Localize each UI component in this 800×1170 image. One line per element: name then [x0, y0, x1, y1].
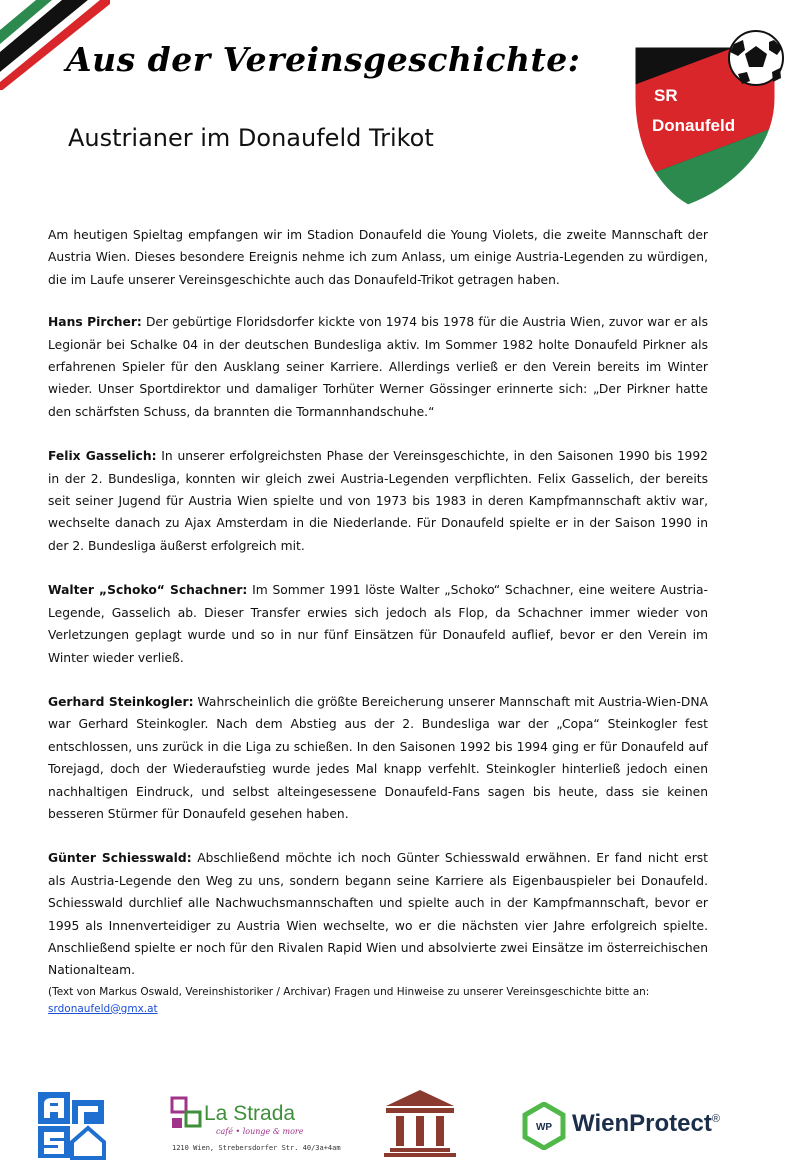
section-heading: Walter „Schoko“ Schachner:	[48, 583, 248, 598]
section-pircher	[48, 311, 708, 423]
lastrada-icon	[170, 1096, 204, 1136]
page-subtitle: Austrianer im Donaufeld Trikot	[68, 124, 434, 152]
section-steinkogler	[48, 691, 708, 825]
wienprotect-badge: WP	[535, 1122, 553, 1133]
section-text: Abschließend möchte ich noch Günter Schiesswald erwähnen. Er fand nicht erst als Austria-Legende den Weg zu uns, sondern begann seine Karriere als Eigenbauspieler bei Donaufeld. Schiesswald durchlief alle Nachwuchsmannschaften und spielte auch in der Kampfmannschaft, bevor er 1995 als Innenverteidiger zu Austria Wien wechselte, wo er die nächsten vier Jahre erfolgreich spielte. Anschließend spielte er noch für den Rivalen Rapid Wien und absolvierte zwei Einsätze im österreichischen Nationalteam.	[48, 851, 708, 978]
intro-paragraph: Am heutigen Spieltag empfangen wir im Stadion Donaufeld die Young Violets, die zweite Mannschaft der Austria Wien. Dieses besondere Ereignis nehme ich zum Anlass, um einige Austria-Legenden zu würdigen, die im Laufe unserer Vereinsgeschichte auch das Donaufeld-Trikot getragen haben.	[48, 228, 708, 287]
contact-email-link[interactable]: srdonaufeld@gmx.at	[48, 1002, 158, 1015]
section-gasselich	[48, 445, 708, 557]
section-heading: Gerhard Steinkogler:	[48, 694, 194, 709]
wienprotect-hexagon-icon	[522, 1102, 566, 1150]
page-title: Aus der Vereinsgeschichte:	[66, 40, 581, 79]
lastrada-address: 1210 Wien, Strebersdorfer Str. 40/3a+4am	[172, 1144, 341, 1152]
wienprotect-name	[572, 1110, 720, 1138]
lastrada-tagline: café • lounge & more	[216, 1127, 304, 1136]
logo-text-sr: SR	[654, 86, 678, 105]
section-text: In unserer erfolgreichsten Phase der Vereinsgeschichte, in den Saisonen 1990 bis 1992 in der 2. Bundesliga, konnten wir gleich zwei Austria-Legenden verpflichten. Felix Gasselich, der bereits seit seiner Jugend für Austria Wien spielte und von 1973 bis 1983 in deren Kampfmannschaft aktiv war, wechselte danach zu Ajax Amsterdam in die Niederlande. Für Donaufeld spielte er in der Saison 1990 in der 2. Bundesliga äußerst erfolgreich mit.	[48, 449, 708, 553]
article-body	[48, 224, 708, 1018]
sponsor-lastrada-logo	[168, 1092, 341, 1158]
author-note-text: (Text von Markus Oswald, Vereinshistoriker / Archivar) Fragen und Hinweise zu unserer Vereinsgeschichte bitte an:	[48, 985, 650, 998]
wienprotect-registered-mark: ®	[711, 1113, 720, 1125]
sponsor-wienprotect-logo	[522, 1102, 752, 1158]
lastrada-name: La Strada	[204, 1102, 296, 1125]
wienprotect-name-text: WienProtect	[572, 1110, 712, 1137]
section-text: Wahrscheinlich die größte Bereicherung unserer Mannschaft mit Austria-Wien-DNA war Gerhard Steinkogler. Nach dem Abstieg aus der 2. Bundesliga war der „Copa“ Steinkogler fest entschlossen, uns zurück in die Liga zu schießen. In den Saisonen 1992 bis 1994 ging er für Donaufeld auf Torejagd, doch der Wiederaufstieg wurde jedes Mal knapp verfehlt. Steinkogler hinterließ jedoch einen nachhaltigen Eindruck, und selbst alteingesessene Donaufeld-Fans sagen bis heute, dass sie keinen besseren Stürmer für Donaufeld gesehen haben.	[48, 694, 708, 821]
sponsor-bar	[0, 1080, 800, 1170]
section-heading: Günter Schiesswald:	[48, 851, 192, 866]
logo-text-donaufeld: Donaufeld	[652, 116, 736, 135]
section-heading: Felix Gasselich:	[48, 449, 157, 464]
section-heading: Hans Pircher:	[48, 315, 142, 330]
section-schachner	[48, 579, 708, 669]
sponsor-temple-logo	[380, 1088, 460, 1158]
sponsor-ars-logo	[36, 1090, 108, 1160]
section-schiesswald	[48, 847, 708, 981]
club-logo	[626, 28, 786, 210]
section-text: Der gebürtige Floridsdorfer kickte von 1974 bis 1978 für die Austria Wien, zuvor war er als Legionär bei Schalke 04 in der deutschen Bundesliga aktiv. Im Sommer 1982 holte Donaufeld Pirkner als erfahrenen Spieler für den Ausklang seiner Karriere. Allerdings verließ er den Verein bereits im Winter wieder. Unser Sportdirektor und damaliger Torhüter Werner Gössinger erinnerte sich: „Der Pirkner hatte den schärfsten Schuss, da brannten die Tormannhandschuhe.“	[48, 315, 708, 419]
section-text: Im Sommer 1991 löste Walter „Schoko“ Schachner, eine weitere Austria-Legende, Gasselich ab. Dieser Transfer erwies sich jedoch als Flop, da Schachner immer wieder von Verletzungen geplagt wurde und so in nur fünf Einsätzen für Donaufeld auflief, bevor er den Verein im Winter wieder verließ.	[48, 583, 708, 665]
football-icon	[729, 31, 783, 85]
author-note	[48, 984, 708, 1018]
